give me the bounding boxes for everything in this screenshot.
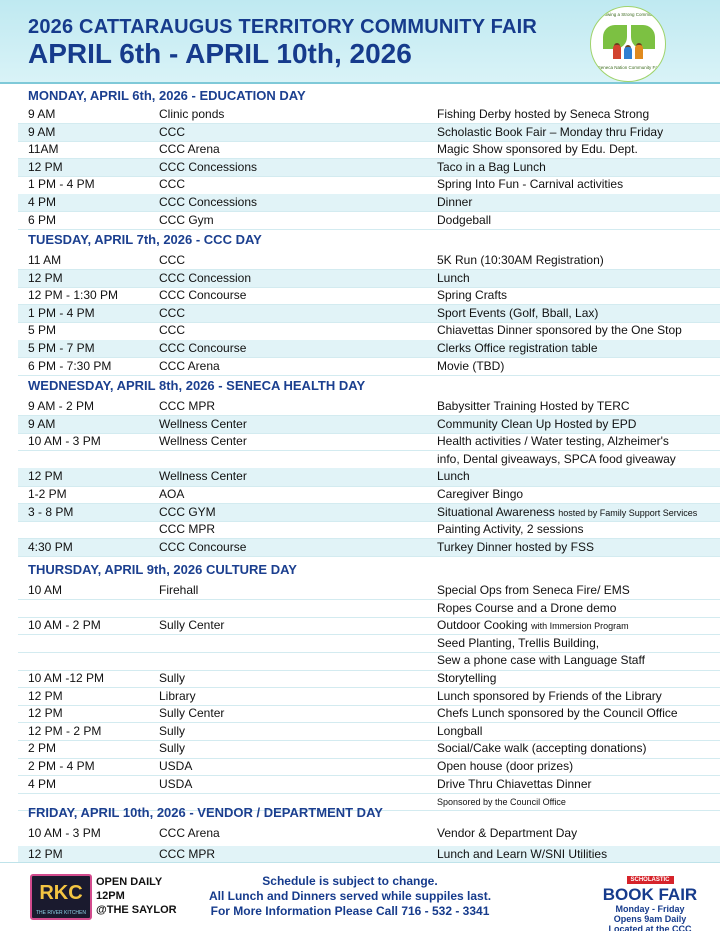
notice-supplies: All Lunch and Dinners served while suppiles last.: [208, 889, 492, 903]
schedule-row: [18, 617, 720, 635]
row-activity: Lunch: [437, 469, 470, 484]
schedule-row: [18, 582, 720, 600]
row-time: 12 PM: [28, 688, 63, 703]
row-activity: Movie (TBD): [437, 358, 505, 373]
row-activity: Longball: [437, 723, 483, 738]
row-location: CCC: [159, 305, 185, 320]
row-activity: Fishing Derby hosted by Seneca Strong: [437, 107, 650, 121]
row-location: CCC Concessions: [159, 159, 258, 174]
book-fair-badge: [600, 868, 700, 931]
schedule-row: [18, 433, 720, 451]
row-time: 4 PM: [28, 776, 57, 791]
row-time: 10 AM - 3 PM: [28, 826, 101, 840]
row-activity: Dinner: [437, 195, 473, 209]
row-activity: Caregiver Bingo: [437, 487, 524, 501]
row-activity: Situational Awareness: [437, 504, 555, 519]
rkc-logo-text: RKC: [39, 882, 83, 904]
row-time: 12 PM - 1:30 PM: [28, 288, 119, 303]
book-fair-days: Monday - Friday: [615, 904, 685, 914]
row-activity: Social/Cake walk (accepting donations): [437, 741, 647, 756]
row-location: Wellness Center: [159, 416, 247, 431]
row-time: 10 AM -12 PM: [28, 671, 105, 685]
notice-change: Schedule is subject to change.: [262, 874, 438, 888]
row-time: 9 AM: [28, 416, 56, 431]
row-location: USDA: [159, 759, 193, 773]
book-fair-title: BOOK FAIR: [602, 885, 698, 904]
row-location: Library: [159, 688, 196, 703]
monday-heading: MONDAY, APRIL 6th, 2026 - EDUCATION DAY: [28, 88, 306, 103]
row-activity: Sew a phone case with Language Staff: [437, 653, 645, 668]
schedule-row: [18, 252, 720, 270]
schedule-row: [18, 322, 720, 340]
row-time: 6 PM - 7:30 PM: [28, 358, 112, 373]
row-activity-cell: [437, 617, 629, 636]
schedule-row: [18, 270, 720, 288]
row-time: 9 AM: [28, 124, 56, 139]
schedule-row: [18, 212, 720, 230]
row-activity: Community Clean Up Hosted by EPD: [437, 416, 637, 431]
schedule-row: [18, 846, 720, 864]
row-location: Clinic ponds: [159, 107, 225, 121]
schedule-row: [18, 159, 720, 177]
schedule-row: [18, 635, 720, 653]
row-activity: Spring Into Fun - Carnival activities: [437, 177, 624, 192]
row-time: 11AM: [28, 142, 59, 157]
row-activity: Open house (door prizes): [437, 759, 574, 773]
logo-figure: [635, 45, 643, 59]
row-time: 12 PM: [28, 270, 63, 285]
schedule-row: [18, 340, 720, 358]
row-time: 9 AM: [28, 107, 56, 121]
row-time: 6 PM: [28, 212, 57, 227]
schedule-row: [18, 398, 720, 416]
row-activity: Chefs Lunch sponsored by the Council Office: [437, 706, 678, 721]
community-logo: [590, 6, 666, 82]
schedule-row: [18, 194, 720, 212]
row-location: Wellness Center: [159, 469, 247, 484]
schedule-row: [18, 468, 720, 486]
rkc-hours: [96, 875, 177, 917]
row-location: Sully: [159, 723, 186, 738]
header-banner: [0, 0, 720, 84]
row-activity: Babysitter Training Hosted by TERC: [437, 399, 630, 413]
row-time: 2 PM - 4 PM: [28, 759, 95, 773]
schedule-row: [18, 825, 720, 843]
wednesday-heading: WEDNESDAY, APRIL 8th, 2026 - SENECA HEALTH DAY: [28, 378, 366, 393]
row-time: 12 PM: [28, 469, 63, 484]
row-location: CCC Concession: [159, 270, 252, 285]
row-activity: Lunch sponsored by Friends of the Library: [437, 688, 662, 703]
row-activity: Lunch and Learn W/SNI Utilities: [437, 847, 608, 861]
row-activity: Ropes Course and a Drone demo: [437, 600, 617, 615]
row-time: 9 AM - 2 PM: [28, 399, 95, 413]
row-activity-cell: [437, 793, 566, 812]
row-activity-note: hosted by Family Support Services: [558, 507, 698, 518]
row-time: 4:30 PM: [28, 539, 73, 554]
row-location: CCC MPR: [159, 399, 215, 413]
row-time: 12 PM - 2 PM: [28, 723, 102, 738]
schedule-row: [18, 600, 720, 618]
row-location: CCC: [159, 323, 185, 338]
rkc-logo-sub: THE RIVER KITCHEN: [35, 910, 86, 916]
rkc-line-open: OPEN DAILY: [96, 876, 163, 888]
thursday-heading: THURSDAY, APRIL 9th, 2026 CULTURE DAY: [28, 562, 297, 577]
book-fair-hours: Opens 9am Daily: [613, 914, 687, 924]
book-fair-location: Located at the CCC: [608, 924, 692, 931]
row-activity: Taco in a Bag Lunch: [437, 159, 546, 174]
schedule-row: [18, 451, 720, 469]
row-location: CCC Arena: [159, 826, 220, 840]
row-activity: Magic Show sponsored by Edu. Dept.: [437, 142, 638, 157]
row-location: CCC: [159, 124, 185, 139]
row-location: CCC Concourse: [159, 341, 247, 355]
row-activity: 5K Run (10:30AM Registration): [437, 253, 604, 267]
event-title: 2026 CATTARAUGUS TERRITORY COMMUNITY FAIR: [28, 16, 537, 38]
logo-tagline: Growing a Strong Community: [599, 12, 659, 17]
schedule-row: [18, 358, 720, 376]
row-location: Firehall: [159, 583, 199, 597]
rkc-line-time: 12PM: [96, 890, 125, 902]
row-activity: Outdoor Cooking: [437, 618, 528, 633]
row-time: 12 PM: [28, 706, 63, 721]
schedule-notice: [200, 874, 500, 919]
schedule-row: [18, 539, 720, 557]
schedule-row: [18, 416, 720, 434]
row-location: CCC Arena: [159, 358, 220, 373]
row-location: CCC Concourse: [159, 539, 247, 554]
schedule-row: [18, 305, 720, 323]
row-activity: Painting Activity, 2 sessions: [437, 522, 584, 537]
logo-figure: [613, 45, 621, 59]
schedule-row: [18, 521, 720, 539]
row-activity-note: with Immersion Program: [531, 621, 629, 632]
row-location: USDA: [159, 776, 193, 791]
row-time: 4 PM: [28, 195, 57, 209]
row-time: 5 PM - 7 PM: [28, 341, 95, 355]
row-divider: [18, 375, 720, 376]
schedule-row: [18, 740, 720, 758]
row-time: 2 PM: [28, 741, 57, 756]
row-activity: Turkey Dinner hosted by FSS: [437, 539, 594, 554]
row-activity: Lunch: [437, 270, 470, 285]
row-activity: Vendor & Department Day: [437, 826, 578, 840]
rkc-line-location: @THE SAYLOR: [96, 904, 177, 916]
row-time: 10 AM: [28, 583, 63, 597]
schedule-row: [18, 504, 720, 522]
row-location: CCC MPR: [159, 522, 215, 537]
row-divider: [18, 556, 720, 557]
row-location: CCC Gym: [159, 212, 214, 227]
row-activity-cell: [437, 504, 697, 523]
schedule-row: [18, 124, 720, 142]
schedule-row: [18, 141, 720, 159]
schedule-row: [18, 670, 720, 688]
row-activity: Clerks Office registration table: [437, 341, 598, 355]
row-location: CCC GYM: [159, 504, 216, 519]
row-time: 12 PM: [28, 847, 63, 861]
schedule-row: [18, 486, 720, 504]
row-location: CCC: [159, 253, 185, 267]
row-location: Sully Center: [159, 618, 225, 633]
schedule-row: [18, 776, 720, 794]
tuesday-heading: TUESDAY, APRIL 7th, 2026 - CCC DAY: [28, 232, 262, 247]
row-activity: Spring Crafts: [437, 288, 508, 303]
row-activity: Health activities / Water testing, Alzheimer's: [437, 434, 669, 449]
logo-figure: [624, 47, 632, 59]
row-activity-note: Sponsored by the Council Office: [437, 797, 566, 808]
row-time: 1 PM - 4 PM: [28, 305, 95, 320]
row-location: CCC Concessions: [159, 195, 258, 209]
schedule-row: [18, 287, 720, 305]
row-time: 10 AM - 2 PM: [28, 618, 101, 633]
rkc-logo: [30, 874, 92, 920]
schedule-row: [18, 176, 720, 194]
logo-caption: Seneca Nation Community Fair: [597, 65, 661, 70]
event-dates: APRIL 6th - APRIL 10th, 2026: [28, 38, 412, 69]
row-location: AOA: [159, 487, 185, 501]
row-location: CCC: [159, 177, 185, 192]
row-time: 1 PM - 4 PM: [28, 177, 95, 192]
row-time: 3 - 8 PM: [28, 504, 74, 519]
row-activity: Scholastic Book Fair – Monday thru Friday: [437, 124, 664, 139]
row-location: CCC Arena: [159, 142, 220, 157]
row-activity: Dodgeball: [437, 212, 492, 227]
schedule-row: [18, 705, 720, 723]
row-time: 11 AM: [28, 253, 62, 267]
row-location: Sully: [159, 671, 186, 685]
scholastic-logo: SCHOLASTIC: [627, 876, 674, 884]
row-location: Sully Center: [159, 706, 225, 721]
row-activity: Seed Planting, Trellis Building,: [437, 635, 600, 650]
row-time: 1-2 PM: [28, 487, 67, 501]
row-location: Sully: [159, 741, 186, 756]
row-activity: info, Dental giveaways, SPCA food giveaway: [437, 451, 676, 466]
row-time: 5 PM: [28, 323, 57, 338]
row-time: 12 PM: [28, 159, 63, 174]
row-time: 10 AM - 3 PM: [28, 434, 101, 449]
friday-heading: FRIDAY, APRIL 10th, 2026 - VENDOR / DEPARTMENT DAY: [28, 805, 383, 820]
row-activity: Special Ops from Seneca Fire/ EMS: [437, 583, 630, 597]
schedule-row: [18, 106, 720, 124]
row-activity: Sport Events (Golf, Bball, Lax): [437, 305, 599, 320]
row-location: CCC MPR: [159, 847, 215, 861]
row-location: CCC Concourse: [159, 288, 247, 303]
row-activity: Drive Thru Chiavettas Dinner: [437, 776, 592, 791]
row-location: Wellness Center: [159, 434, 247, 449]
schedule-row: [18, 688, 720, 706]
schedule-row: [18, 652, 720, 670]
schedule-row: [18, 723, 720, 741]
row-activity: Chiavettas Dinner sponsored by the One Stop: [437, 323, 682, 338]
schedule-row: [18, 758, 720, 776]
notice-phone: For More Information Please Call 716 - 532 - 3341: [210, 904, 490, 918]
row-activity: Storytelling: [437, 671, 497, 685]
row-divider: [18, 229, 720, 230]
